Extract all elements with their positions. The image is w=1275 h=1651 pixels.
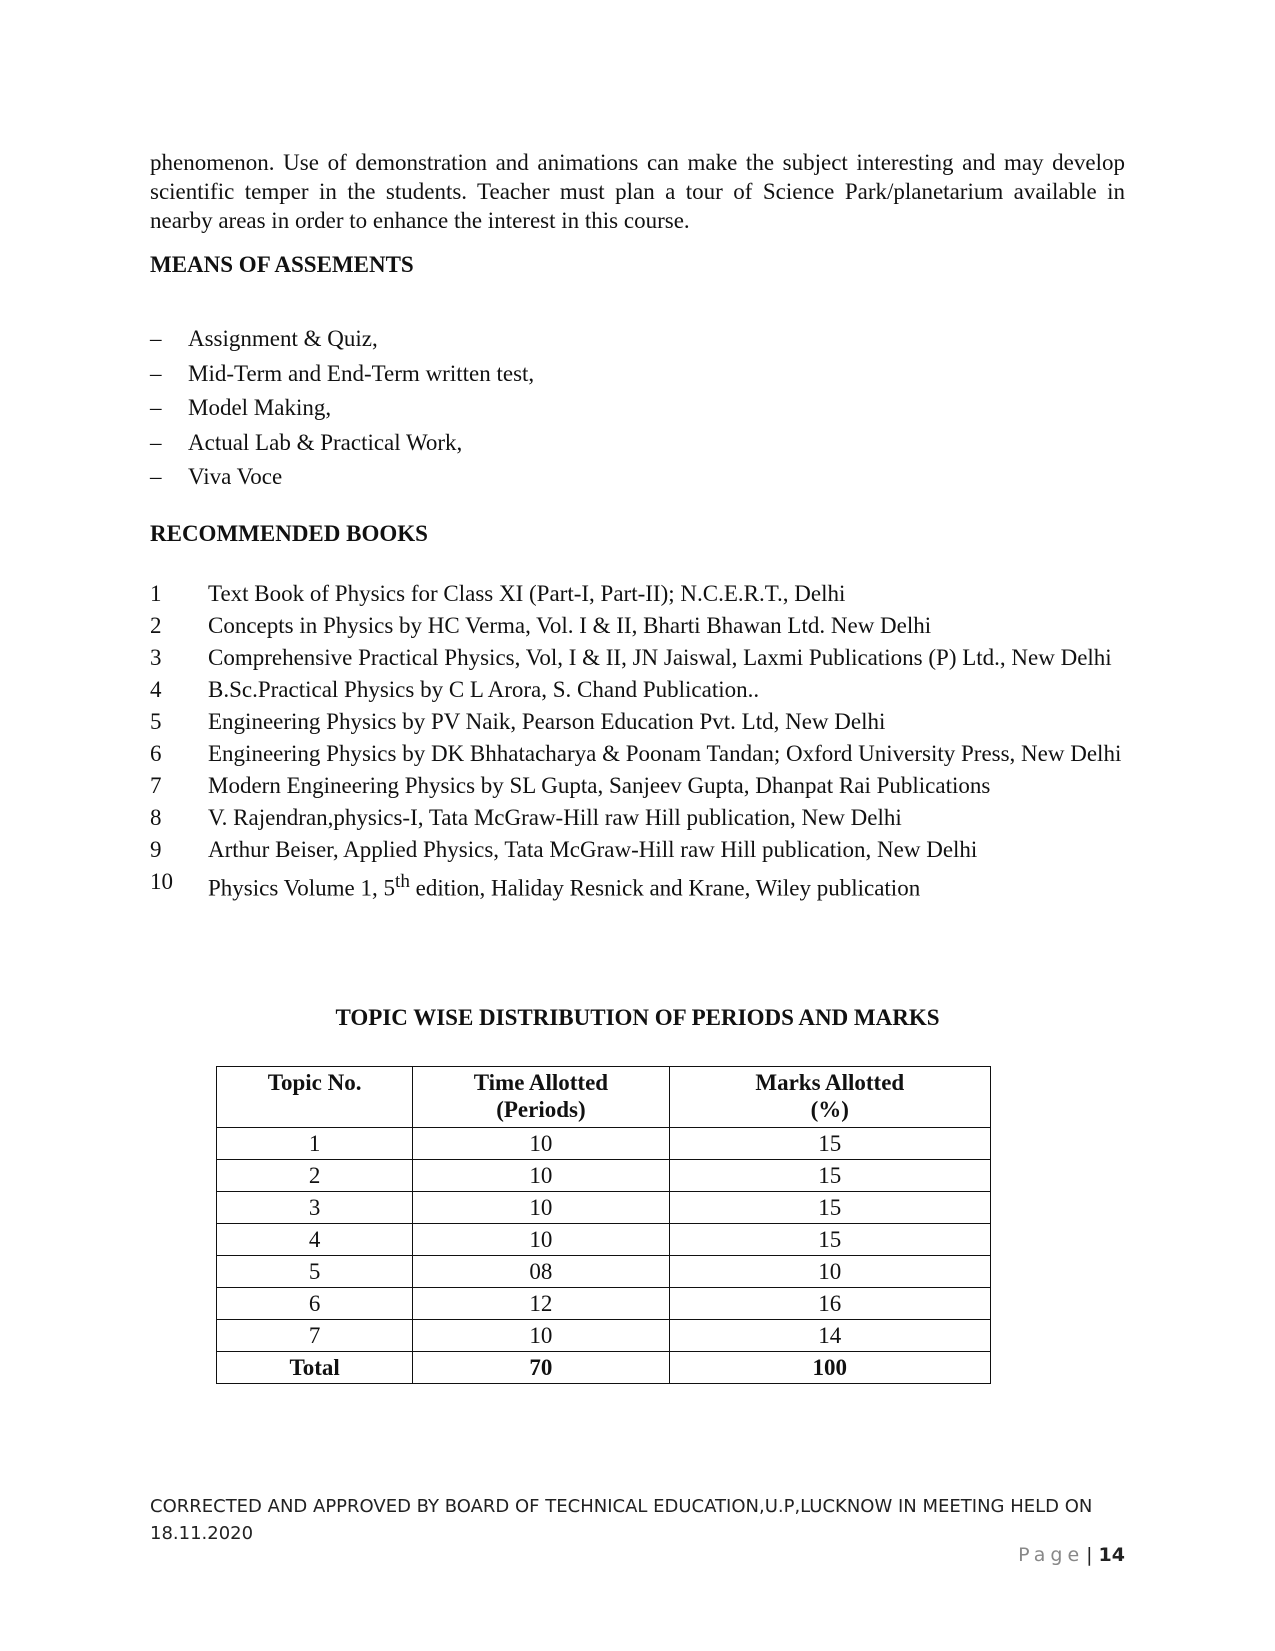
table-cell: 10 bbox=[413, 1128, 669, 1160]
book-number: 6 bbox=[150, 741, 162, 766]
total-marks: 100 bbox=[669, 1352, 990, 1384]
header-topic-no bbox=[217, 1067, 413, 1128]
list-item bbox=[150, 834, 1125, 866]
table-cell: 12 bbox=[413, 1288, 669, 1320]
footer-approval-note bbox=[150, 1493, 1150, 1547]
dash-bullet: – bbox=[150, 464, 162, 489]
table-cell: 14 bbox=[669, 1320, 990, 1352]
dash-bullet: – bbox=[150, 360, 162, 386]
book-text bbox=[208, 866, 1125, 905]
list-item bbox=[150, 738, 1125, 770]
table-cell: 10 bbox=[669, 1256, 990, 1288]
list-item bbox=[150, 770, 1125, 802]
table-cell: 10 bbox=[413, 1192, 669, 1224]
distribution-title: TOPIC WISE DISTRIBUTION OF PERIODS AND MARKS bbox=[335, 1005, 940, 1030]
assessment-item-text: Mid-Term and End-Term written test, bbox=[188, 360, 535, 386]
books-heading: RECOMMENDED BOOKS bbox=[150, 521, 428, 546]
header-line: (Periods) bbox=[496, 1097, 586, 1122]
book-number: 7 bbox=[150, 773, 162, 798]
book-text: Engineering Physics by DK Bhhatacharya & Poonam Tandan; Oxford University Press, New Delhi bbox=[208, 741, 1122, 766]
header-marks-allotted bbox=[669, 1067, 990, 1128]
table-cell: 10 bbox=[413, 1160, 669, 1192]
list-item bbox=[150, 802, 1125, 834]
header-line: (%) bbox=[810, 1097, 849, 1122]
table-cell: 15 bbox=[669, 1224, 990, 1256]
book-text: Text Book of Physics for Class XI (Part-I, Part-II); N.C.E.R.T., Delhi bbox=[208, 581, 846, 606]
book-text-part: edition, Haliday Resnick and Krane, Wiley publication bbox=[409, 875, 921, 901]
book-number: 4 bbox=[150, 677, 162, 702]
ordinal-superscript: th bbox=[395, 871, 410, 892]
total-periods: 70 bbox=[413, 1352, 669, 1384]
footer-note-line: CORRECTED AND APPROVED BY BOARD OF TECHNICAL EDUCATION,U.P,LUCKNOW IN MEETING HELD ON bbox=[150, 1496, 1093, 1517]
table-row bbox=[217, 1256, 991, 1288]
book-number: 8 bbox=[150, 805, 162, 830]
table-cell: 15 bbox=[669, 1128, 990, 1160]
book-text: Comprehensive Practical Physics, Vol, I & II, JN Jaiswal, Laxmi Publications (P) Ltd., New Delhi bbox=[208, 645, 1112, 670]
list-item bbox=[150, 391, 1125, 426]
page-label: Page bbox=[1018, 1544, 1085, 1566]
total-label: Total bbox=[217, 1352, 413, 1384]
book-number: 5 bbox=[150, 709, 162, 734]
table-cell: 7 bbox=[217, 1320, 413, 1352]
assessment-item-text: Actual Lab & Practical Work, bbox=[188, 429, 463, 455]
intro-paragraph: phenomenon. Use of demonstration and animations can make the subject interesting and may develop scientific temper in the students. Teacher must plan a tour of Science Park/planetarium available in nearby areas in order to enhance the interest in this course. bbox=[150, 150, 1125, 233]
list-item bbox=[150, 357, 1125, 392]
table-cell: 6 bbox=[217, 1288, 413, 1320]
book-number: 9 bbox=[150, 837, 162, 862]
list-item bbox=[150, 706, 1125, 738]
table-header-row bbox=[217, 1067, 991, 1128]
list-item bbox=[150, 460, 1125, 495]
table-cell: 10 bbox=[413, 1224, 669, 1256]
table-cell: 15 bbox=[669, 1192, 990, 1224]
page-number: 14 bbox=[1098, 1544, 1125, 1566]
assessment-item-text: Viva Voce bbox=[188, 464, 283, 489]
header-time-allotted bbox=[413, 1067, 669, 1128]
book-number: 1 bbox=[150, 581, 162, 606]
book-number: 10 bbox=[150, 869, 173, 894]
books-list bbox=[150, 578, 1125, 905]
table-cell: 1 bbox=[217, 1128, 413, 1160]
book-text: Arthur Beiser, Applied Physics, Tata McGraw-Hill raw Hill publication, New Delhi bbox=[208, 837, 978, 862]
table-row bbox=[217, 1160, 991, 1192]
header-line: Marks Allotted bbox=[755, 1070, 905, 1095]
table-total-row bbox=[217, 1352, 991, 1384]
table-row bbox=[217, 1224, 991, 1256]
footer-note-date: 18.11.2020 bbox=[150, 1523, 254, 1544]
assessment-item-text: Assignment & Quiz, bbox=[188, 326, 378, 351]
table-cell: 08 bbox=[413, 1256, 669, 1288]
assessments-list bbox=[150, 322, 1125, 495]
assessments-heading: MEANS OF ASSEMENTS bbox=[150, 252, 414, 277]
table-row bbox=[217, 1288, 991, 1320]
list-item bbox=[150, 866, 1125, 905]
distribution-table bbox=[216, 1066, 991, 1384]
assessment-item-text: Model Making, bbox=[188, 395, 332, 420]
list-item bbox=[150, 426, 1125, 461]
table-cell: 3 bbox=[217, 1192, 413, 1224]
dash-bullet: – bbox=[150, 395, 162, 420]
list-item bbox=[150, 322, 1125, 357]
header-line: Topic No. bbox=[267, 1070, 362, 1095]
table-cell: 4 bbox=[217, 1224, 413, 1256]
list-item bbox=[150, 642, 1125, 674]
table-cell: 15 bbox=[669, 1160, 990, 1192]
book-text: V. Rajendran,physics-I, Tata McGraw-Hill raw Hill publication, New Delhi bbox=[208, 805, 902, 830]
book-number: 2 bbox=[150, 613, 162, 638]
list-item bbox=[150, 610, 1125, 642]
header-line: Time Allotted bbox=[473, 1070, 609, 1095]
book-text: Concepts in Physics by HC Verma, Vol. I & II, Bharti Bhawan Ltd. New Delhi bbox=[208, 613, 932, 638]
table-cell: 10 bbox=[413, 1320, 669, 1352]
list-item bbox=[150, 674, 1125, 706]
table-row bbox=[217, 1192, 991, 1224]
page-separator: | bbox=[1086, 1544, 1093, 1566]
dash-bullet: – bbox=[150, 326, 162, 351]
page-number-indicator bbox=[1018, 1544, 1125, 1566]
book-number: 3 bbox=[150, 645, 162, 670]
table-row bbox=[217, 1128, 991, 1160]
table-cell: 2 bbox=[217, 1160, 413, 1192]
book-text: Engineering Physics by PV Naik, Pearson Education Pvt. Ltd, New Delhi bbox=[208, 709, 886, 734]
book-text: Modern Engineering Physics by SL Gupta, Sanjeev Gupta, Dhanpat Rai Publications bbox=[208, 773, 991, 798]
table-row bbox=[217, 1320, 991, 1352]
book-text: B.Sc.Practical Physics by C L Arora, S. Chand Publication.. bbox=[208, 677, 760, 702]
table-cell: 16 bbox=[669, 1288, 990, 1320]
dash-bullet: – bbox=[150, 429, 162, 455]
table-cell: 5 bbox=[217, 1256, 413, 1288]
book-text-part: Physics Volume 1, 5 bbox=[208, 875, 396, 901]
list-item bbox=[150, 578, 1125, 610]
